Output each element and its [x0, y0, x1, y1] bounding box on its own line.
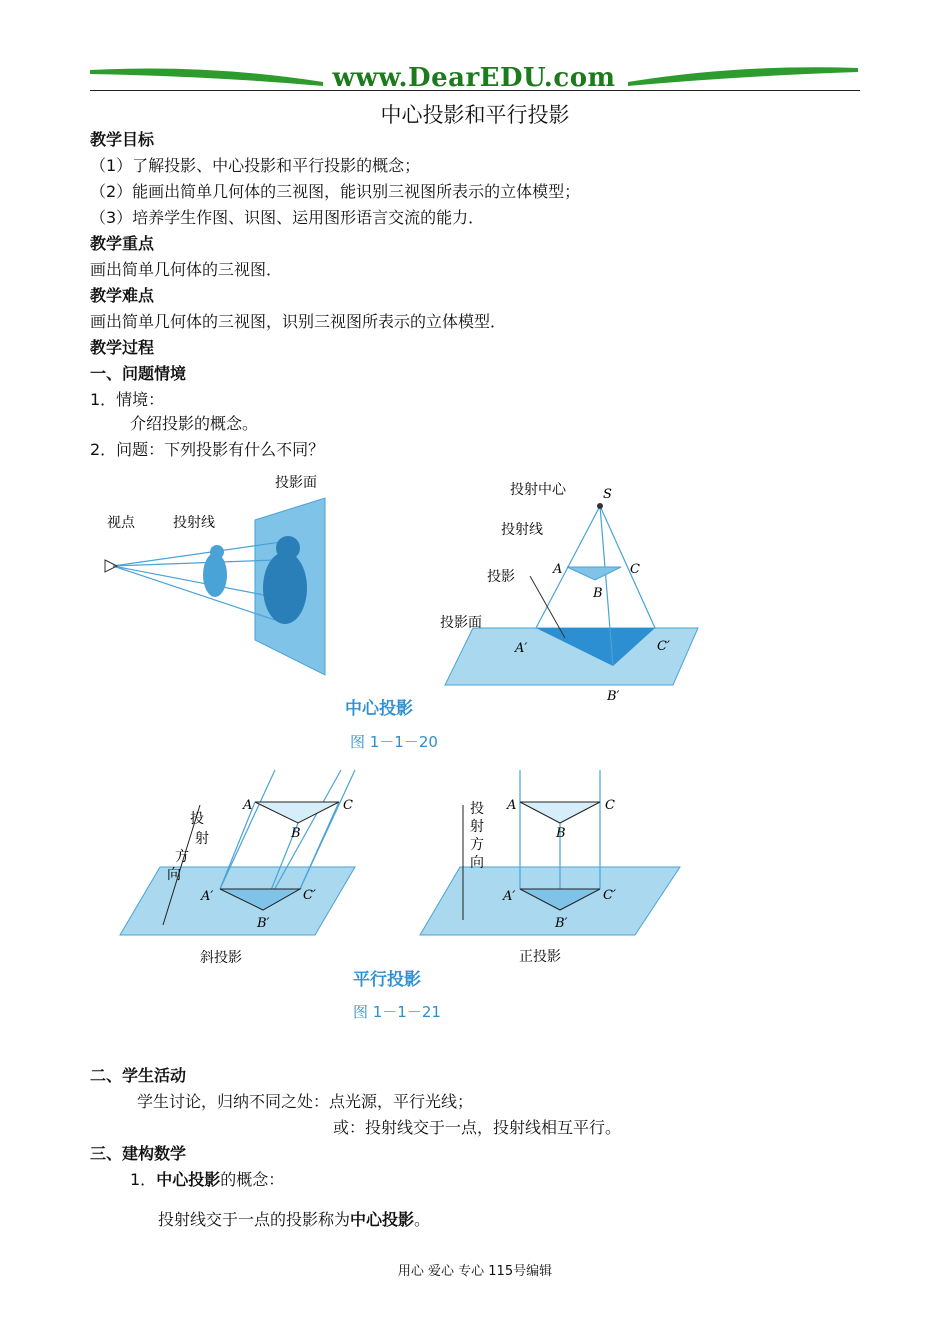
- point-B: B: [593, 586, 603, 601]
- triangle-abc-ortho: [520, 802, 600, 823]
- site-url: www.DearEDU.com: [332, 63, 616, 93]
- point-B-prime: B′: [607, 689, 620, 704]
- definition-post: 。: [414, 1210, 431, 1229]
- key-text: 画出简单几何体的三视图．: [90, 260, 283, 279]
- part2-text-2: 或：投射线交于一点，投射线相互平行。: [333, 1118, 622, 1137]
- item1-text: 介绍投影的概念。: [130, 414, 259, 433]
- point-A-prime-ortho: A′: [503, 889, 516, 904]
- label-ray: 投射线: [173, 515, 215, 531]
- page-title: 中心投影和平行投影: [380, 103, 570, 127]
- figure-central-projection: [95, 470, 715, 760]
- point-C-prime: C′: [657, 639, 670, 654]
- point-A: A: [553, 562, 563, 577]
- header-rule: [90, 90, 860, 91]
- key-heading: 教学重点: [90, 234, 155, 253]
- figure-parallel-projection: [115, 765, 685, 1030]
- point-B-prime-ortho: B′: [555, 916, 568, 931]
- label-plane2: 投影面: [440, 615, 482, 631]
- page-footer: 用心 爱心 专心 115号编辑: [397, 1264, 553, 1279]
- triangle-abc: [567, 567, 621, 580]
- item1-label: 1．情境：: [90, 390, 165, 409]
- point-C-prime-oblique: C′: [303, 888, 316, 903]
- part3-item-num: 1．: [130, 1170, 157, 1189]
- center-point: [597, 503, 603, 509]
- part2-text-1: 学生讨论，归纳不同之处：点光源，平行光线；: [137, 1092, 474, 1111]
- figure-number-1: 图 1－1－20: [350, 733, 438, 751]
- goal-1: （1）了解投影、中心投影和平行投影的概念；: [90, 156, 421, 175]
- figure-number-2: 图 1－1－21: [353, 1003, 441, 1021]
- point-C-oblique: C: [343, 798, 353, 813]
- label-center: 投射中心: [510, 482, 566, 498]
- point-B-prime-oblique: B′: [257, 916, 270, 931]
- part3-item-rest: 的概念：: [220, 1170, 285, 1189]
- point-A-oblique: A: [243, 798, 253, 813]
- part3-item: [130, 1169, 284, 1191]
- caption-ortho: 正投影: [519, 949, 561, 965]
- label-direction-oblique: 投射方向: [167, 811, 209, 883]
- definition-bold: 中心投影: [350, 1210, 415, 1229]
- caption-oblique: 斜投影: [200, 950, 242, 966]
- point-S: S: [603, 487, 612, 502]
- point-B-oblique: B: [291, 826, 301, 841]
- caption-parallel: 平行投影: [353, 970, 421, 990]
- caption-central: 中心投影: [345, 699, 413, 719]
- part3-item-bold: 中心投影: [156, 1170, 221, 1189]
- point-C: C: [630, 562, 640, 577]
- part2-heading: 二、学生活动: [90, 1066, 187, 1085]
- label-eye: 视点: [107, 515, 135, 531]
- label-plane: 投影面: [275, 475, 317, 491]
- difficulty-text: 画出简单几何体的三视图，识别三视图所表示的立体模型．: [90, 312, 507, 331]
- label-direction-ortho: 投射方向: [470, 801, 484, 871]
- point-C-ortho: C: [605, 798, 615, 813]
- plane-oblique: [120, 867, 355, 935]
- difficulty-heading: 教学难点: [90, 286, 155, 305]
- item2-label: 2．问题：下列投影有什么不同？: [90, 440, 325, 459]
- part3-definition: [158, 1209, 430, 1231]
- part1-heading: 一、问题情境: [90, 364, 187, 383]
- process-heading: 教学过程: [90, 338, 155, 357]
- label-proj: 投影: [487, 569, 515, 585]
- triangle-abc-oblique: [255, 802, 339, 823]
- goal-2: （2）能画出简单几何体的三视图，能识别三视图所表示的立体模型；: [90, 182, 581, 201]
- definition-pre: 投射线交于一点的投影称为: [158, 1210, 351, 1229]
- point-A-ortho: A: [507, 798, 517, 813]
- point-A-prime: A′: [515, 641, 528, 656]
- point-A-prime-oblique: A′: [201, 889, 214, 904]
- point-B-ortho: B: [556, 826, 566, 841]
- goal-heading: 教学目标: [90, 130, 155, 149]
- point-C-prime-ortho: C′: [603, 888, 616, 903]
- label-ray2: 投射线: [501, 522, 543, 538]
- part3-heading: 三、建构数学: [90, 1144, 187, 1163]
- goal-3: （3）培养学生作图、识图、运用图形语言交流的能力．: [90, 208, 485, 227]
